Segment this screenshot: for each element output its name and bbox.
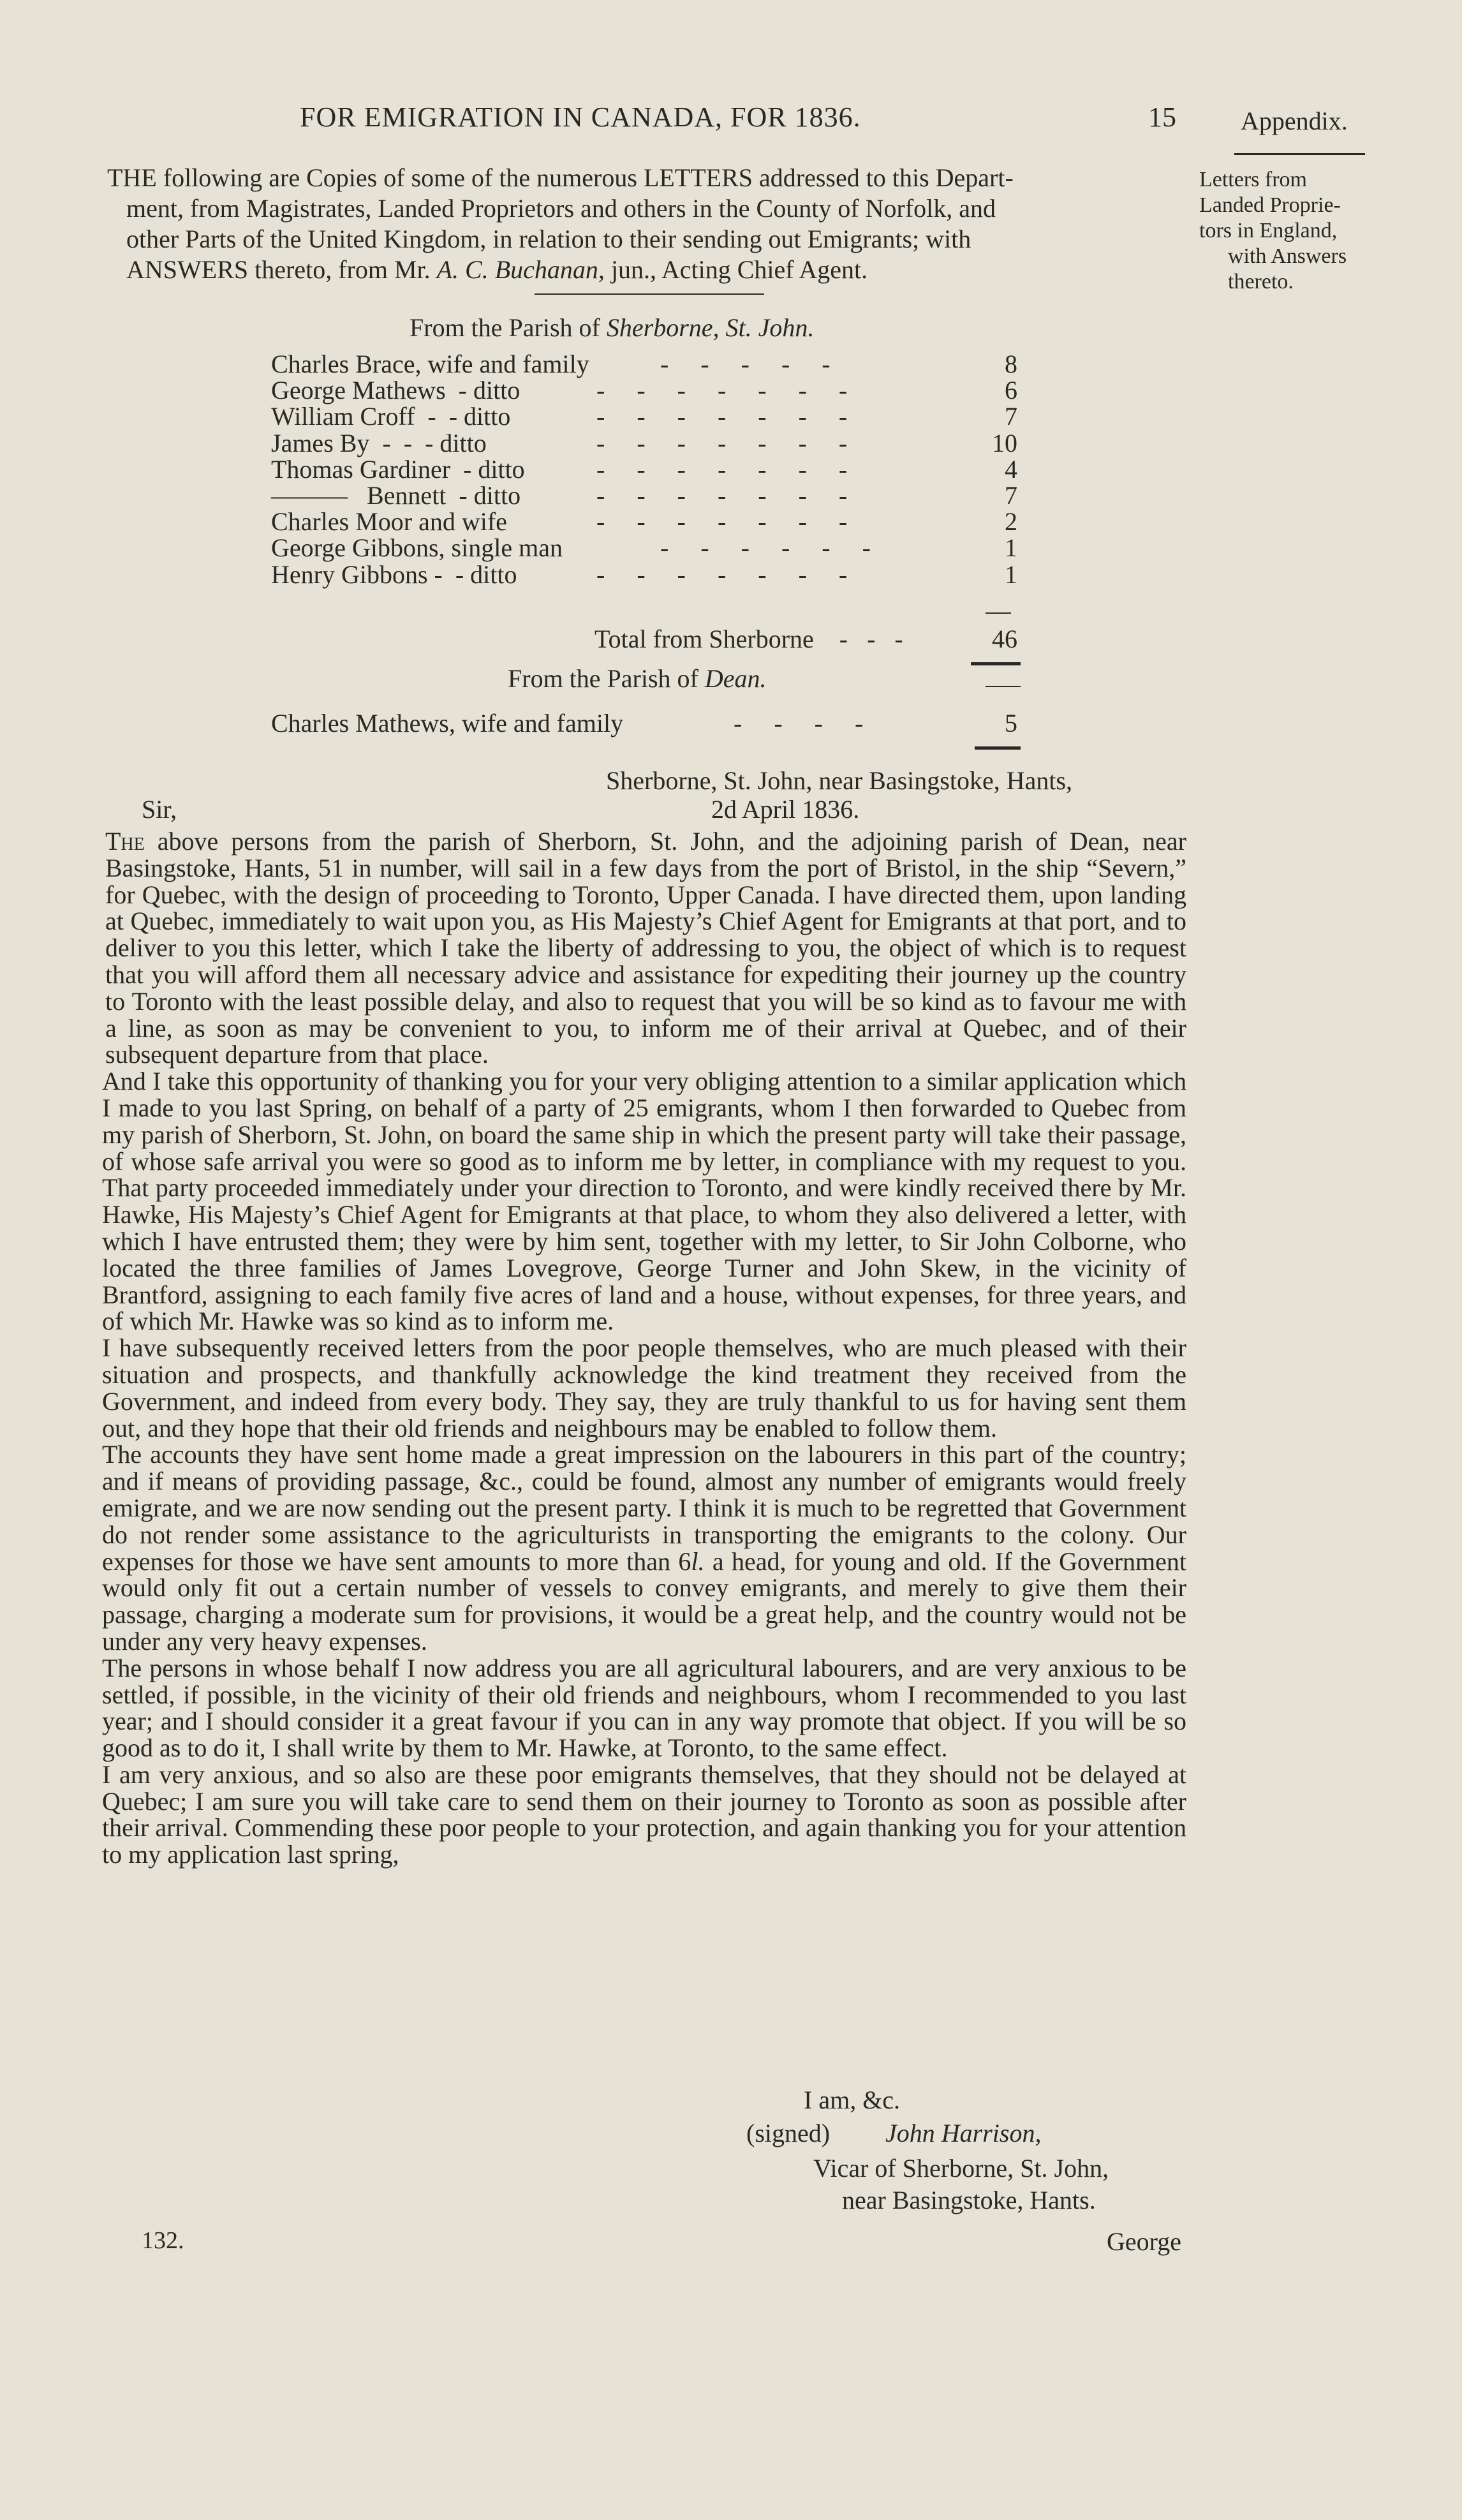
paragraph-text: a head, for young and old. If the Government would only fit out a certain number of vessels to convey emigrants, and merely to give them their passage, charging a moderate sum for provisions, it would be a great help, and the country would not be under any very heavy expenses. <box>102 1546 1187 1656</box>
signer-title: near Basingstoke, Hants. <box>842 2186 1096 2214</box>
list-item <box>271 508 1017 535</box>
heading-pre: From the Parish of <box>508 664 698 693</box>
emigrant-name: Henry Gibbons - - ditto <box>271 560 517 589</box>
letter-paragraph <box>102 1441 1186 1654</box>
intro-line <box>107 255 1185 285</box>
emigrant-name: Thomas Gardiner - ditto <box>271 454 525 484</box>
letter-body <box>102 828 1186 1868</box>
dean-row <box>271 708 623 738</box>
first-word: The <box>105 827 145 856</box>
signer: John Harrison, <box>885 2119 1042 2147</box>
emigrant-name: George Gibbons, single man <box>271 533 563 563</box>
intro-line: THE following are Copies of some of the numerous LETTERS addressed to this Depart- <box>107 163 1014 192</box>
leader-dashes: - - - - - - - <box>596 376 848 405</box>
emigrant-count: 6 <box>1005 376 1017 405</box>
sheet-number: 132. <box>142 2227 184 2254</box>
sherborne-total <box>594 624 903 654</box>
heading-pre: From the Parish of <box>410 313 600 342</box>
margin-note-line: Letters from <box>1199 168 1307 191</box>
leader-dashes: - - - - - - - <box>596 560 848 589</box>
dean-rule <box>975 746 1021 750</box>
emigrant-name: Charles Brace, wife and family <box>271 350 589 378</box>
leader-dashes: - - - - - - - <box>596 454 848 484</box>
agent-name: A. C. Buchanan, <box>436 255 605 284</box>
emigrant-name: Charles Mathews, wife and family <box>271 709 624 737</box>
signed-label: (signed) <box>746 2119 831 2147</box>
leader-dashes: - - - - - - - <box>596 480 848 510</box>
heading-place: Sherborne, St. John. <box>606 313 815 342</box>
dean-value: 5 <box>1005 709 1017 737</box>
emigrant-name: Charles Moor and wife <box>271 507 507 537</box>
signer-title: Vicar of Sherborne, St. John, <box>813 2154 1109 2183</box>
dean-rule-top <box>986 686 1021 687</box>
intro-line: other Parts of the United Kingdom, in relation to their sending out Emigrants; with <box>126 225 971 253</box>
margin-note-line: thereto. <box>1228 270 1294 293</box>
margin-note-line: with Answers <box>1228 244 1347 268</box>
emigrant-count: 4 <box>1005 454 1017 484</box>
margin-note-line: Landed Proprie- <box>1199 193 1341 217</box>
intro-line: ment, from Magistrates, Landed Proprietors and others in the County of Norfolk, and <box>126 194 996 223</box>
list-item <box>271 561 1017 588</box>
letter-paragraph: I have subsequently received letters from the poor people themselves, who are much pleased with their situation and prospects, and thankfully acknowledge the kind treatment they received from the Government, and indeed from every body. They say, they are truly thankful to us for having sent them out, and they hope that their old friends and neighbours may be enabled to follow them. <box>102 1333 1186 1442</box>
salutation: Sir, <box>142 795 177 824</box>
dean-heading <box>508 663 767 693</box>
letter-paragraph: The persons in whose behalf I now address you are all agricultural labourers, and are very anxious to be settled, if possible, in the vicinity of their old friends and neighbours, whom I recommended to you last year; and I should consider it a great favour if you can in any way promote that object. If you will be so good as to do it, I shall write by them to Mr. Hawke, at Toronto, to the same effect. <box>102 1653 1186 1763</box>
margin-note <box>1199 167 1378 295</box>
letter-date: 2d April 1836. <box>711 795 860 824</box>
running-title: FOR EMIGRATION IN CANADA, FOR 1836. <box>300 101 861 133</box>
leader-dashes: - - - - - - <box>660 533 871 563</box>
leader-dashes: - - - <box>839 625 903 653</box>
pound-symbol: l. <box>691 1546 705 1576</box>
appendix-rule <box>1234 153 1365 155</box>
leader-dashes: - - - - - - - <box>596 507 848 537</box>
emigrant-name: George Mathews - ditto <box>271 376 521 405</box>
list-item <box>271 456 1017 482</box>
total-value: 46 <box>992 625 1017 653</box>
leader-dashes: - - - - <box>734 709 864 737</box>
letter-paragraph <box>102 828 1186 1068</box>
leader-dashes: - - - - - <box>660 350 831 378</box>
emigrant-name: William Croff - - ditto <box>271 402 511 431</box>
intro-line4-post: jun., Acting Chief Agent. <box>610 255 868 284</box>
sum-rule <box>986 612 1011 614</box>
emigrant-count: 8 <box>1005 350 1017 378</box>
letter-paragraph: I am very anxious, and so also are these poor emigrants themselves, that they should not be delayed at Quebec; I am sure you will take care to send them on their journey to Toronto as soon as possible after their arrival. Commending these poor people to your protection, and again thanking you for your attention to my application last spring, <box>102 1760 1186 1869</box>
emigrant-name: James By - - - ditto <box>271 428 487 457</box>
intro-line4-pre: ANSWERS thereto, from Mr. <box>126 255 431 284</box>
paragraph-text: above persons from the parish of Sherborn, St. John, and the adjoining parish of Dean, near Basingstoke, Hants, 51 in number, will sail in a few days from the port of Bristol, in the ship “Severn,” for Quebec, with the design of proceeding to Toronto, Upper Canada. I have directed them, upon landing at Quebec, immediately to wait upon you, as His Majesty’s Chief Agent for Emigrants at that port, and to deliver to you this letter, which I take the liberty of addressing to you, the object of which is to request that you will afford them all necessary advice and assistance for expediting their journey up the country to Toronto with the least possible delay, and also to request that you will be so kind as to favour me with a line, as soon as may be convenient to you, to inform me of their arrival at Quebec, and of their subsequent departure from that place. <box>105 827 1186 1069</box>
closing: I am, &c. <box>804 2086 901 2114</box>
total-label: Total from Sherborne <box>594 625 814 653</box>
section-rule <box>535 293 764 295</box>
letter-paragraph: And I take this opportunity of thanking you for your very obliging attention to a similar application which I made to you last Spring, on behalf of a party of 25 emigrants, whom I then forwarded to Quebec from my parish of Sherborn, St. John, on board the same ship in which the present party will take their passage, of whose safe arrival you were so good as to inform me by letter, in compliance with my request to you. That party proceeded immediately under your direction to Toronto, and were kindly received there by Mr. Hawke, His Majesty’s Chief Agent for Emigrants at that place, to whom they also delivered a letter, with which I have entrusted them; they were by him sent, together with my letter, to Sir John Colborne, who located the three families of James Lovegrove, George Turner and John Skew, in the vicinity of Brantford, assigning to each family five acres of land and a house, without expenses, for three years, and of which Mr. Hawke was so kind as to inform me. <box>102 1067 1186 1336</box>
list-item <box>271 482 1017 508</box>
leader-dashes: - - - - - - - <box>596 428 848 457</box>
emigrant-count: 10 <box>992 428 1017 457</box>
paragraph-text: The accounts they have sent home made a great impression on the labourers in this part of the country; and if means of providing passage, &c., could be found, almost any number of emigrants would freely emigrate, and we are now sending out the present party. I think it is much to be regretted that Government do not render some assistance to the agriculturists in transporting the emigrants to the colony. Our expenses for those we have sent amounts to more than 6 <box>102 1440 1186 1576</box>
emigrant-count: 7 <box>1005 480 1017 510</box>
emigrant-count: 1 <box>1005 533 1017 563</box>
leader-dashes: - - - - - - - <box>596 402 848 431</box>
sherborne-heading <box>410 313 814 343</box>
emigrant-name: ——— Bennett - ditto <box>271 480 521 510</box>
catchword: George <box>1107 2227 1181 2256</box>
letter-place: Sherborne, St. John, near Basingstoke, Hants, <box>606 766 1073 795</box>
emigrant-count: 2 <box>1005 507 1017 537</box>
total-rule <box>971 662 1021 665</box>
appendix-label: Appendix. <box>1241 107 1348 135</box>
list-item <box>271 535 1017 561</box>
margin-note-line: tors in England, <box>1199 219 1338 242</box>
intro-paragraph <box>107 163 1185 285</box>
list-item <box>271 430 1017 456</box>
heading-place: Dean. <box>704 664 767 693</box>
emigrant-count: 1 <box>1005 560 1017 589</box>
emigrant-count: 7 <box>1005 402 1017 431</box>
list-item <box>271 377 1017 403</box>
list-item <box>271 403 1017 429</box>
emigrant-list <box>271 351 1017 588</box>
page-number: 15 <box>1148 101 1176 133</box>
list-item <box>271 351 1017 377</box>
signer-name <box>885 2118 1041 2148</box>
